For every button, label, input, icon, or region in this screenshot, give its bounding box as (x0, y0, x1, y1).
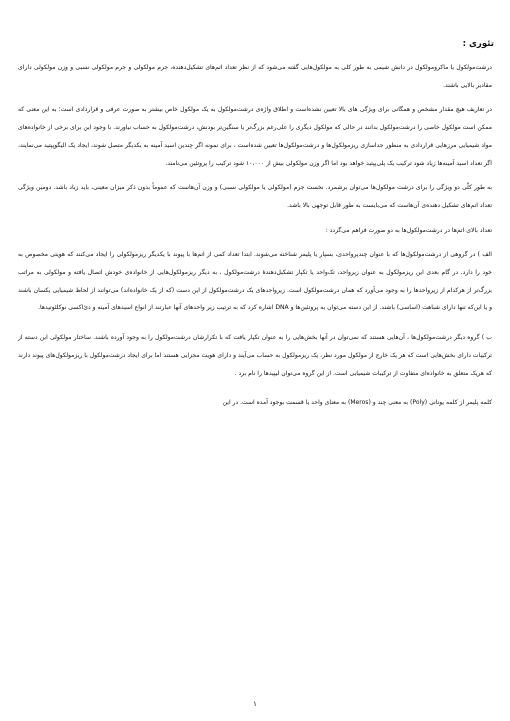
paragraph: به طور کلّی دو ویژگی را برای درشت مولکول‌ها می‌توان برشمرد. نخست جرم (مولکولی یا مولکولی نسبی) و وزن آن‌هاست که عموماً بدون ذکر میزان معینی، باید زیاد باشد. دومین ویژگی تعداد اتم‌های تشکیل دهنده‌ی آن‌هاست که می‌بایست به طور قابل توجهی بالا باشد. (18, 184, 492, 209)
paragraph: درشت‌مولکول یا ماکرومولکول در دانش شیمی به طور کلی به مولکول‌هایی گفته می‌شود که از نظر تعداد اتم‌های تشکیل‌دهنده، جرم مولکولی و جرم مولکولی نسبی و وزن مولکولی دارای مقادیر بالایی باشند. (18, 64, 492, 89)
page-number: ۱ (253, 700, 257, 708)
paragraph: ب ) گروه دیگر درشت‌مولکول‌ها ، آن‌هایی هستند که نمی‌توان در آنها بخش‌هایی را به عنوان تکپار یافت که با تکرارشان درشت‌مولکول را به وجود آورده باشند. ساختار مولکولی این دسته از ترکیبات دارای بخش‌هایی است که هر یک خارج از مولکول مورد نظر، یک ریزمولکول به حساب می‌آیند و دارای هویت مجزایی هستند اما برای ایجاد درشت‌مولکول با ریزمولکول‌های پیوند دارند که هریک متعلق به خانواده‌ای متفاوت از ترکیبات شیمیایی است. از این گروه می‌توان لیپیدها را نام برد . (18, 334, 492, 377)
paragraph: تعداد بالای اتم‌ها در درشت‌مولکول‌ها به دو صورت فراهم می‌گردد : (325, 226, 492, 234)
section-heading: تئوری : (462, 39, 494, 49)
paragraph: در تعاریف هیچ مقدار مشخص و همگانی برای ویژگی های بالا تعیین نشده‌است و اطلاق واژه‌ی درشت‌مولکول به یک مولکول خاص بیشتر به صورت عرفی و قراردادی است؛ به این معنی که ممکن است مولکول خاصی را درشت‌مولکول بدانند در حالی که مولکول دیگری را علی‌رغم بزرگ‌تر یا سنگین‌تر بودنش، درشت‌مولکول به حساب نیاورند. با وجود این برای برخی از خانواده‌های مواد شیمیایی مرزهایی قراردادی به منظور جداسازی ریزمولکول‌ها و درشت‌مولکول‌ها تعیین شده‌است ، برای نمونه اگر چندین اسید آمینه به یکدیگر متصل شوند، ایجاد یک الیگوپپتید می‌نمایند، اگر تعداد اسید آمینه‌ها زیاد شود ترکیب یک پلی‌پپتید خواهد بود اما اگر وزن مولکولی بیش از ۱۰،۰۰۰ شود ترکیب را پروتئین می‌نامند. (18, 106, 492, 167)
document-body (18, 59, 492, 419)
paragraph: کلمه پلیمر از کلمه یونانی (Poly) به معنی چند و (Meros) به معنای واحد یا قسمت بوجود آمده است. در این (222, 399, 492, 407)
paragraph: الف ) در گروهی از درشت‌مولکول‌ها که با عنوان چندپرواحدی، بسپار یا پلیمر شناخته می‌شوند. ابتدا تعداد کمی از اتم‌ها با پیوند با یکدیگر ریزمولکولی را ایجاد می‌کنند که هویتی مخصوص به خود را دارد. در گام بعدی این ریزمولکول به عنوان زیرواحد، تک‌واحد یا تکپار تشکیل‌دهندهٔ درشت‌مولکول ، به دیگر ریزمولکول‌هایی از خانواده‌ی خودش اتصال یافته و مولکولی به مراتب بزرگ‌تر از هرکدام از زیرواحدها را به وجود می‌آورد که همان درشت‌مولکول است. زیرواحدهای یک درشت‌مولکول از این دست (که از یک خانواده‌اند) می‌توانند از لحاظ شیمیایی یکسان باشند و یا این‌که تنها دارای شباهت (اساسی) باشند. از این دسته می‌توان به پروتئین‌ها و DNA اشاره کرد که به ترتیب زیر واحدهای آنها عبارتند از انواع اسیدهای آمینه و دئ‌اکسی نوکلئوتیدها. (18, 251, 492, 312)
